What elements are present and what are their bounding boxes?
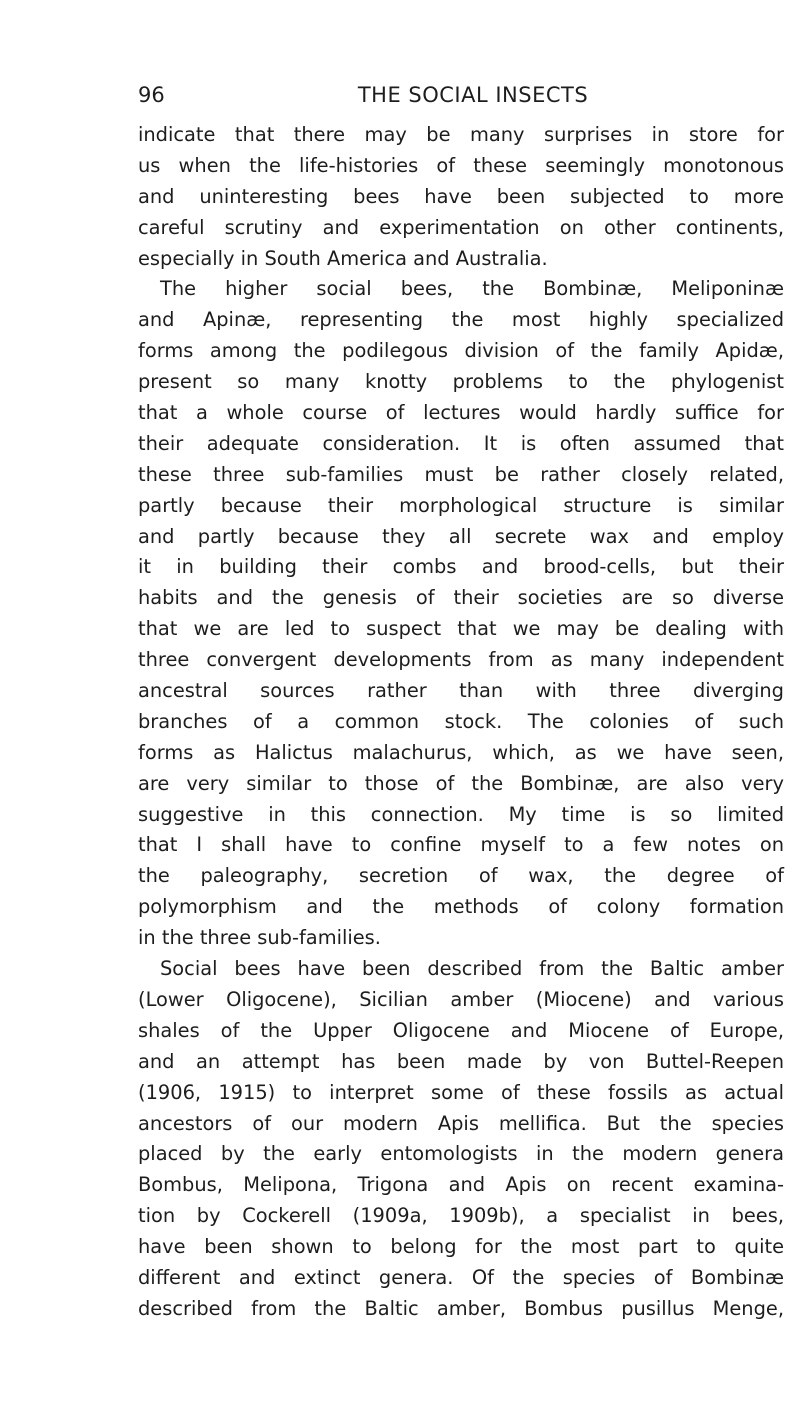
text-line: ancestral sources rather than with three diverging (138, 679, 784, 703)
text-line: present so many knotty problems to the phylogenist (138, 370, 784, 394)
text-line: (1906, 1915) to interpret some of these fossils as actual (138, 1080, 784, 1104)
page-number: 96 (138, 83, 165, 107)
text-line: us when the life-histories of these seemingly monotonous (138, 153, 784, 177)
text-line: Social bees have been described from the Baltic amber (160, 957, 784, 981)
page-header (138, 78, 784, 114)
text-line: it in building their combs and brood-cells, but their (138, 555, 784, 579)
text-line: careful scrutiny and experimentation on other continents, (138, 215, 784, 239)
text-line: and uninteresting bees have been subjected to more (138, 184, 784, 208)
text-line: different and extinct genera. Of the species of Bombinæ (138, 1265, 784, 1289)
text-line: described from the Baltic amber, Bombus pusillus Menge, (138, 1296, 784, 1320)
text-line: three convergent developments from as many independent (138, 648, 784, 672)
text-line: suggestive in this connection. My time is so limited (138, 802, 784, 826)
text-line: and Apinæ, representing the most highly specialized (138, 308, 784, 332)
text-line: forms as Halictus malachurus, which, as we have seen, (138, 740, 784, 764)
book-page (138, 78, 784, 1325)
text-line: that I shall have to confine myself to a few notes on (138, 833, 784, 857)
text-line: their adequate consideration. It is often assumed that (138, 431, 784, 455)
text-line: Bombus, Melipona, Trigona and Apis on recent examina- (138, 1173, 784, 1197)
text-line: indicate that there may be many surprises in store for (138, 123, 784, 146)
text-line: (Lower Oligocene), Sicilian amber (Miocene) and various (138, 987, 784, 1011)
text-line: shales of the Upper Oligocene and Miocene of Europe, (138, 1018, 784, 1042)
text-line: and an attempt has been made by von Buttel-Reepen (138, 1049, 784, 1073)
text-line: the paleography, secretion of wax, the degree of (138, 864, 784, 888)
text-line: in the three sub-families. (138, 926, 381, 950)
text-line: habits and the genesis of their societies are so diverse (138, 586, 784, 610)
text-line: The higher social bees, the Bombinæ, Meliponinæ (160, 277, 784, 301)
text-line: forms among the podilegous division of the family Apidæ, (138, 339, 784, 363)
text-line: branches of a common stock. The colonies of such (138, 709, 784, 733)
text-line: partly because their morphological structure is similar (138, 493, 784, 517)
text-line: that we are led to suspect that we may be dealing with (138, 617, 784, 641)
body-text (138, 120, 784, 1325)
text-line: ancestors of our modern Apis mellifica. But the species (138, 1111, 784, 1135)
text-line: polymorphism and the methods of colony formation (138, 895, 784, 919)
paragraph-1 (138, 120, 784, 274)
paragraph-3 (138, 954, 784, 1325)
text-line: that a whole course of lectures would hardly suffice for (138, 401, 784, 425)
text-line: are very similar to those of the Bombinæ, are also very (138, 771, 784, 795)
text-line: and partly because they all secrete wax and employ (138, 524, 784, 548)
text-line: especially in South America and Australia. (138, 246, 548, 270)
text-line: placed by the early entomologists in the modern genera (138, 1142, 784, 1166)
text-line: tion by Cockerell (1909a, 1909b), a specialist in bees, (138, 1204, 784, 1228)
running-title: THE SOCIAL INSECTS (357, 83, 589, 107)
text-line: these three sub-families must be rather closely related, (138, 462, 784, 486)
paragraph-2 (138, 274, 784, 954)
text-line: have been shown to belong for the most part to quite (138, 1235, 784, 1259)
